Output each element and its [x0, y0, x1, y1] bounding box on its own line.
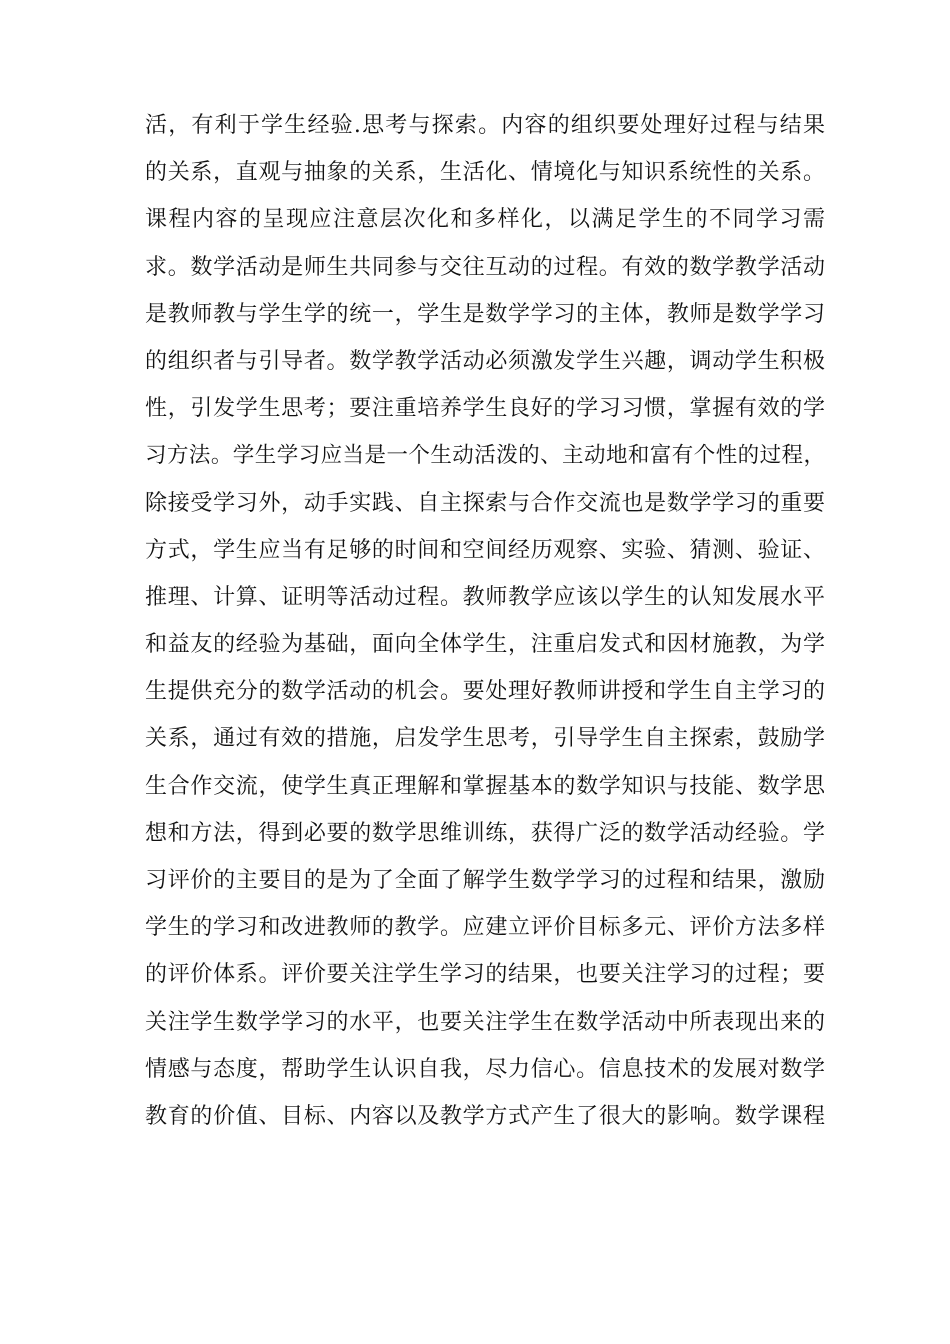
text-line: 求。数学活动是师生共同参与交往互动的过程。有效的数学教学活动 [145, 254, 825, 280]
text-line: 方式，学生应当有足够的时间和空间经历观察、实验、猜测、验证、 [145, 537, 825, 563]
text-line: 活，有利于学生经验.思考与探索。内容的组织要处理好过程与结果 [145, 113, 825, 138]
text-line: 习评价的主要目的是为了全面了解学生数学学习的过程和结果，激励 [145, 868, 825, 893]
text-line: 教育的价值、目标、内容以及教学方式产生了很大的影响。数学课程 [145, 1103, 825, 1129]
text-line: 性，引发学生思考；要注重培养学生良好的学习习惯，掌握有效的学 [145, 396, 825, 422]
text-line: 生合作交流，使学生真正理解和掌握基本的数学知识与技能、数学思 [145, 773, 825, 799]
text-line: 是教师教与学生学的统一，学生是数学学习的主体，教师是数学学习 [145, 301, 825, 327]
text-line: 学生的学习和改进教师的教学。应建立评价目标多元、评价方法多样 [145, 915, 825, 941]
text-line: 关系，通过有效的措施，启发学生思考，引导学生自主探索，鼓励学 [145, 726, 825, 752]
text-line: 生提供充分的数学活动的机会。要处理好教师讲授和学生自主学习的 [145, 679, 825, 705]
text-line: 的关系，直观与抽象的关系，生活化、情境化与知识系统性的关系。 [145, 160, 825, 186]
text-line: 推理、计算、证明等活动过程。教师教学应该以学生的认知发展水平 [145, 584, 825, 610]
text-line: 习方法。学生学习应当是一个生动活泼的、主动地和富有个性的过程， [145, 443, 825, 469]
text-line: 和益友的经验为基础，面向全体学生，注重启发式和因材施教，为学 [145, 632, 825, 658]
text-line: 的评价体系。评价要关注学生学习的结果，也要关注学习的过程；要 [145, 962, 825, 988]
body-text [145, 102, 825, 1140]
text-line: 的组织者与引导者。数学教学活动必须激发学生兴趣，调动学生积极 [145, 348, 825, 374]
text-line: 情感与态度，帮助学生认识自我，尽力信心。信息技术的发展对数学 [145, 1056, 825, 1082]
text-line: 关注学生数学学习的水平，也要关注学生在数学活动中所表现出来的 [145, 1009, 825, 1035]
text-line: 除接受学习外，动手实践、自主探索与合作交流也是数学学习的重要 [145, 490, 825, 516]
text-line: 课程内容的呈现应注意层次化和多样化，以满足学生的不同学习需 [145, 207, 825, 233]
text-line: 想和方法，得到必要的数学思维训练，获得广泛的数学活动经验。学 [145, 820, 825, 846]
